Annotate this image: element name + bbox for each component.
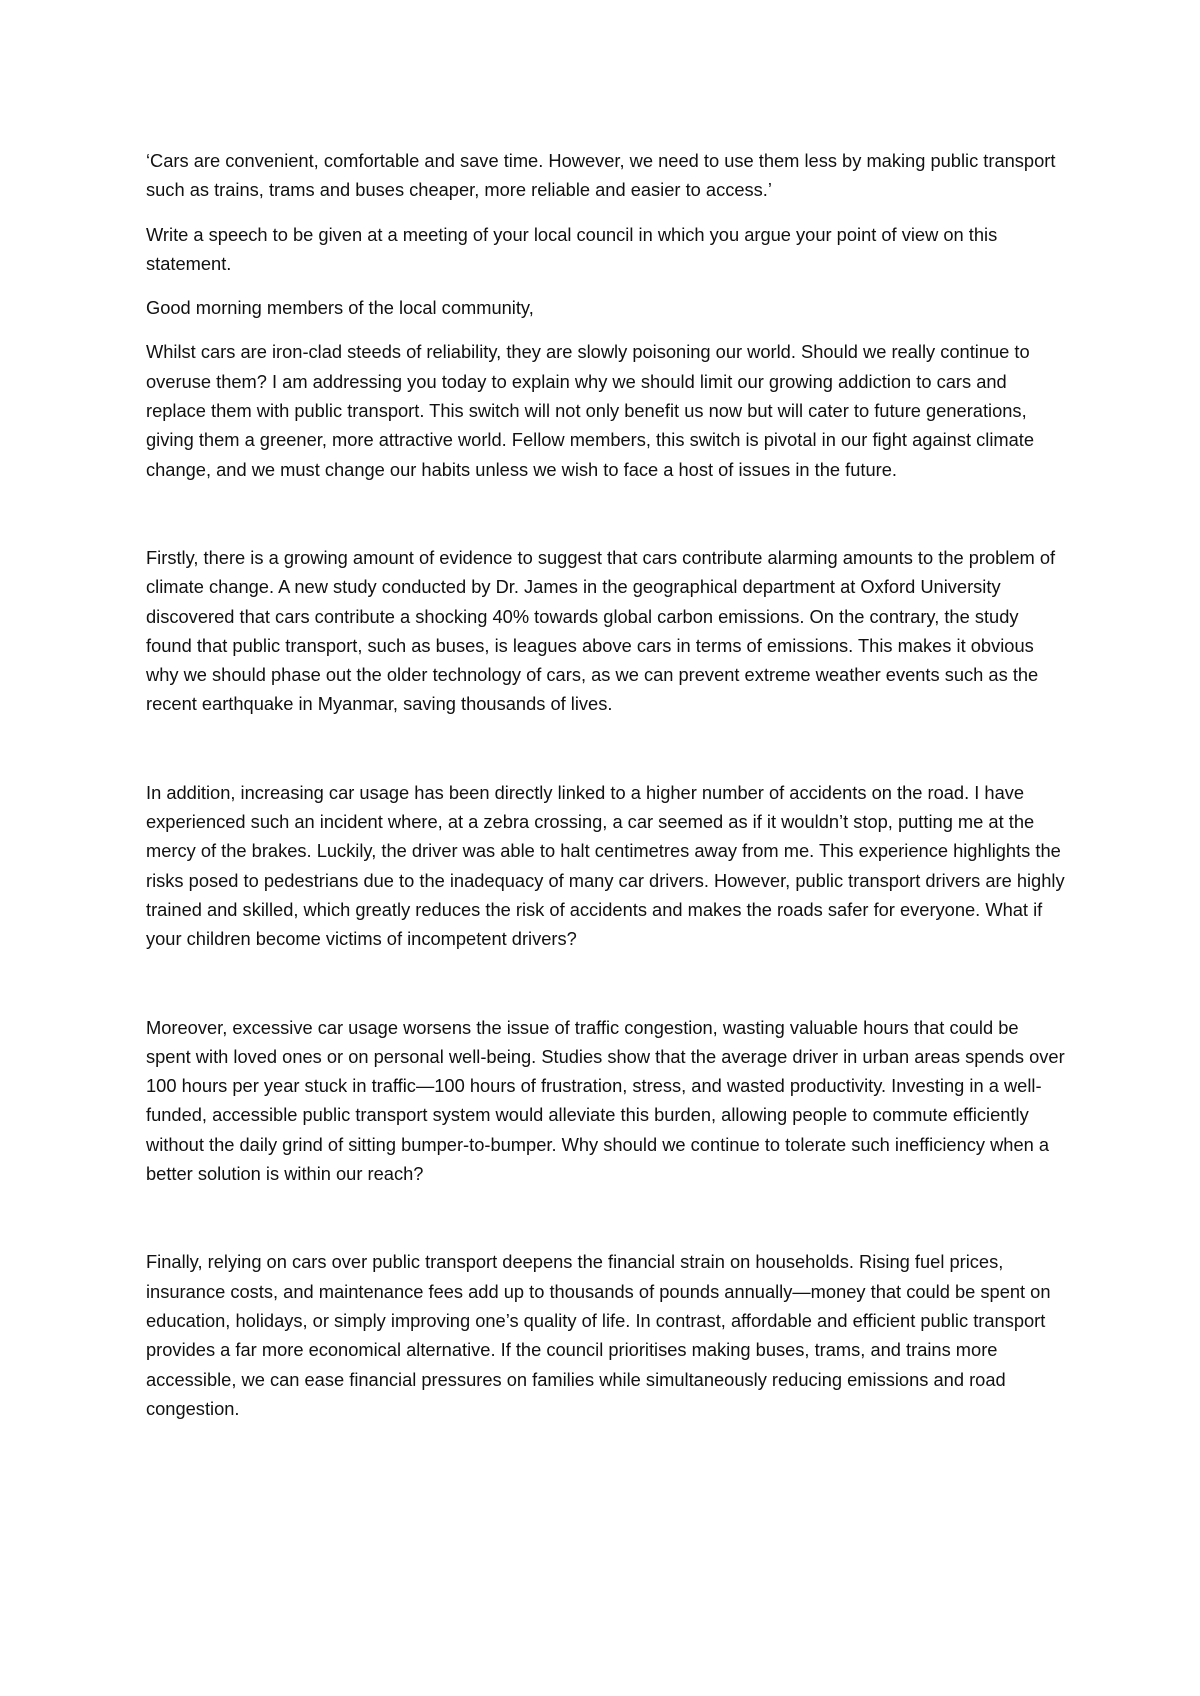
paragraph-road-accidents: In addition, increasing car usage has been directly linked to a higher number of accidents on the road. I have experienced such an incident where, at a zebra crossing, a car seemed as if it wouldn’t stop, putting me at the mercy of the brakes. Luckily, the driver was able to halt centimetres away from me. This experience highlights the risks posed to pedestrians due to the inadequacy of many car drivers. However, public transport drivers are highly trained and skilled, which greatly reduces the risk of accidents and makes the roads safer for everyone. What if your children become victims of incompetent drivers? — [146, 781, 1065, 950]
task-instruction: Write a speech to be given at a meeting of your local council in which you argue your point of view on this statement. — [146, 223, 998, 274]
document-body — [146, 146, 1066, 1423]
paragraph-climate-change: Firstly, there is a growing amount of evidence to suggest that cars contribute alarming amounts to the problem of climate change. A new study conducted by Dr. James in the geographical department at Oxford University discovered that cars contribute a shocking 40% towards global carbon emissions. On the contrary, the study found that public transport, such as buses, is leagues above cars in terms of emissions. This makes it obvious why we should phase out the older technology of cars, as we can prevent extreme weather events such as the recent earthquake in Myanmar, saving thousands of lives. — [146, 546, 1056, 715]
speech-greeting: Good morning members of the local community, — [146, 297, 534, 319]
paragraph-financial-strain: Finally, relying on cars over public transport deepens the financial strain on households. Rising fuel prices, insurance costs, and maintenance fees add up to thousands of pounds annually—money that could be spent on education, holidays, or simply improving one’s quality of life. In contrast, affordable and efficient public transport provides a far more economical alternative. If the council prioritises making buses, trams, and trains more accessible, we can ease financial pressures on families while simultaneously reducing emissions and road congestion. — [146, 1251, 1051, 1419]
paragraph-introduction: Whilst cars are iron-clad steeds of reliability, they are slowly poisoning our world. Should we really continue to overuse them? I am addressing you today to explain why we should limit our growing addiction to cars and replace them with public transport. This switch will not only benefit us now but will cater to future generations, giving them a greener, more attractive world. Fellow members, this switch is pivotal in our fight against climate change, and we must change our habits unless we wish to face a host of issues in the future. — [146, 341, 1035, 480]
prompt-quote: ‘Cars are convenient, comfortable and save time. However, we need to use them less by making public transport such as trains, trams and buses cheaper, more reliable and easier to access.’ — [146, 150, 1056, 201]
paragraph-traffic-congestion: Moreover, excessive car usage worsens the issue of traffic congestion, wasting valuable hours that could be spent with loved ones or on personal well-being. Studies show that the average driver in urban areas spends over 100 hours per year stuck in traffic—100 hours of frustration, stress, and wasted productivity. Investing in a well-funded, accessible public transport system would alleviate this burden, allowing people to commute efficiently without the daily grind of sitting bumper-to-bumper. Why should we continue to tolerate such inefficiency when a better solution is within our reach? — [146, 1016, 1065, 1185]
